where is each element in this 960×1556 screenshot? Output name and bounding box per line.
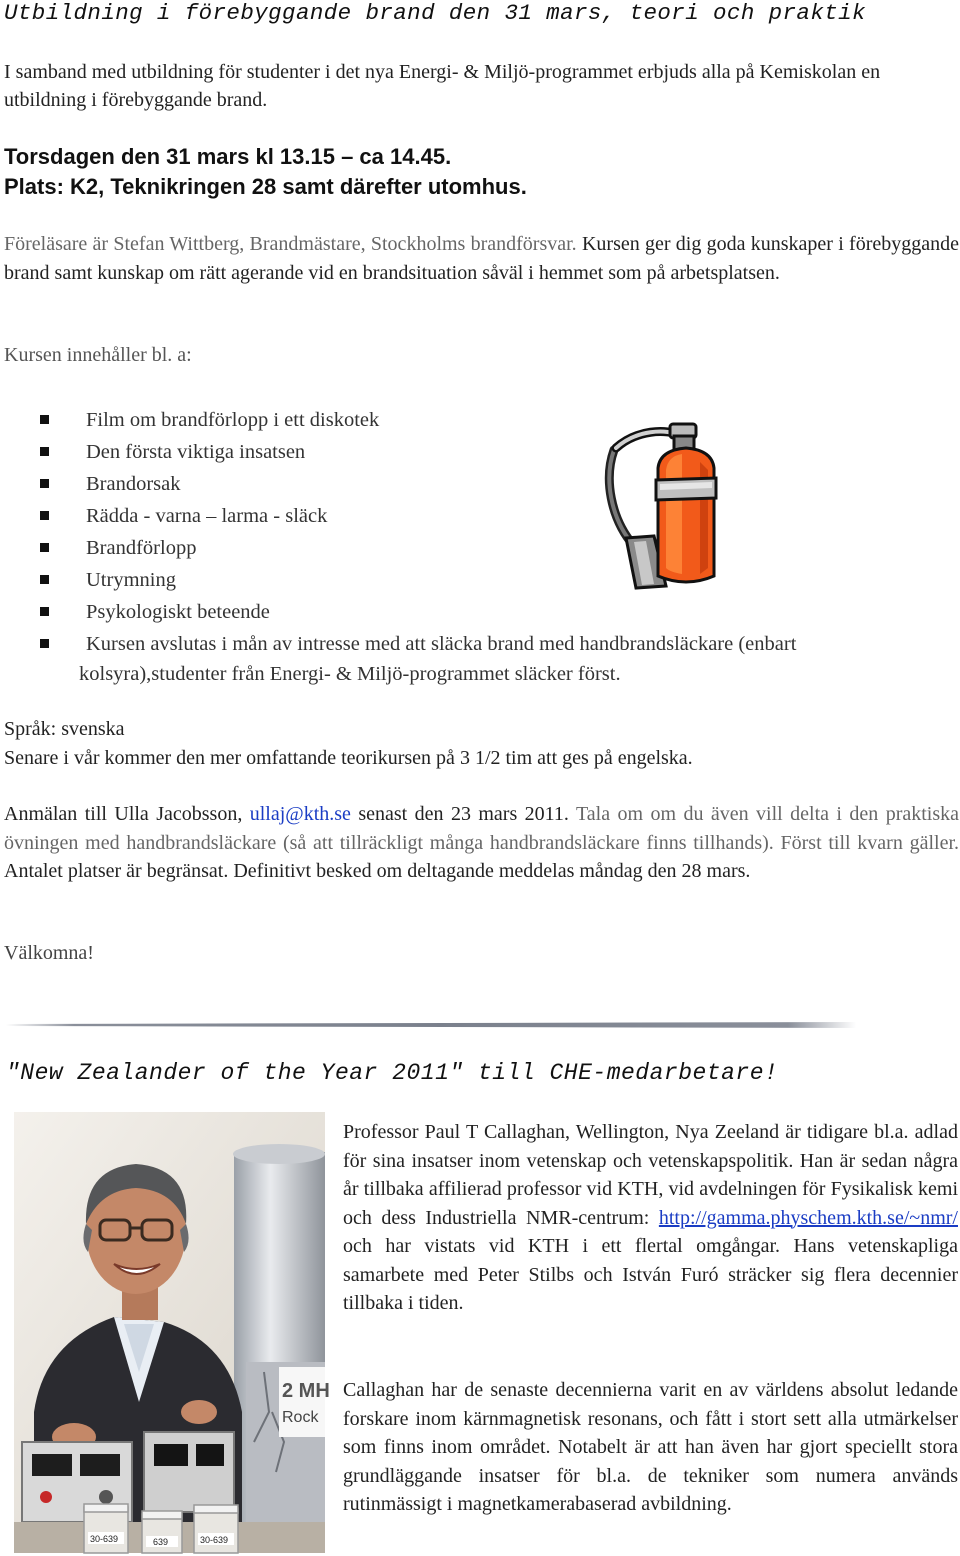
- lecturer-paragraph: [4, 230, 959, 287]
- square-bullet-icon: [40, 543, 49, 552]
- intro-paragraph: I samband med utbildning för studenter i det nya Energi- & Miljö-programmet erbjuds alla på Kemiskolan en utbildning i förebyggande brand.: [4, 61, 881, 111]
- article-title-fire-training: Utbildning i förebyggande brand den 31 mars, teori och praktik: [4, 0, 866, 26]
- signup-paragraph: Anmälan till Ulla Jacobsson, ullaj@kth.se senast den 23 mars 2011. Tala om om du även vill delta i den praktiska övningen med handbrandsläckare (så att tillräckligt många handbrandsläckare finns tillhands). Först till kvarn gäller. Antalet platser är begränsat. Definitivt besked om deltagande meddelas måndag den 28 mars.: [4, 803, 960, 882]
- section-divider: [6, 1020, 856, 1030]
- square-bullet-icon: [40, 415, 49, 424]
- signup-email-link[interactable]: ullaj@kth.se: [249, 803, 351, 825]
- article-title-new-zealander: "New Zealander of the Year 2011" till CHE-medarbetare!: [6, 1060, 779, 1086]
- callaghan-paragraph-2: Callaghan har de senaste decennierna varit en av världens absolut ledande forskare inom kärnmagnetisk resonans, och fått i stort sett alla utmärkelser som finns inom området. Notabelt är att han även har gjort speciellt stora grundläggande insatser för bl.a. de tekniker som numera används rutinmässigt i magnetkamerabaserad avbildning.: [343, 1379, 958, 1515]
- professor-photo: [14, 1112, 330, 1553]
- course-description: Kursen ger dig goda kunskaper i förebyggande brand samt kunskap om rätt agerande vid en brandsituation såväl i hemmet som på arbetsplatsen.: [4, 233, 960, 284]
- nmr-center-link[interactable]: http://gamma.physchem.kth.se/~nmr/: [658, 1206, 958, 1229]
- sign-text: Rock: [282, 1409, 319, 1426]
- square-bullet-icon: [40, 511, 49, 520]
- square-bullet-icon: [40, 575, 49, 584]
- event-time: Torsdagen den 31 mars kl 13.15 – ca 14.45.: [4, 144, 452, 169]
- jar-label: 30-639: [90, 1534, 119, 1544]
- list-item: Brandorsak: [0, 468, 950, 500]
- fire-extinguisher-icon: [596, 418, 746, 593]
- list-item: Psykologiskt beteende: [0, 596, 950, 628]
- lecturer-text: Föreläsare är Stefan Wittberg, Brandmästare, Stockholms brandförsvar.: [4, 233, 577, 255]
- square-bullet-icon: [40, 607, 49, 616]
- callaghan-paragraph-1: Professor Paul T Callaghan, Wellington, Nya Zeeland är tidigare bl.a. adlad för sina insatser inom vetenskap och vetenskapspolitik. Han är sedan några år tillbaka affilierad professor vid KTH, vid avdelningen för Fysikalisk kemi och dess Industriella NMR-centrum: http://gamma.physchem.kth.se/~nmr/ och har vistats vid KTH i ett flertal omgångar. Hans vetenskapliga samarbete med Peter Stilbs och István Furó sträcker sig flera decennier tillbaka i tiden.: [343, 1121, 958, 1314]
- contents-label: Kursen innehåller bl. a:: [4, 344, 192, 366]
- list-item: Utrymning: [0, 564, 950, 596]
- list-item: Brandförlopp: [0, 532, 950, 564]
- list-item: Film om brandförlopp i ett diskotek: [0, 404, 950, 436]
- later-course-line: Senare i vår kommer den mer omfattande teorikursen på 3 1/2 tim att ges på engelska.: [4, 747, 693, 769]
- course-contents-list: [0, 404, 950, 689]
- square-bullet-icon: [40, 479, 49, 488]
- welcome-text: Välkomna!: [4, 942, 94, 964]
- language-section: [4, 715, 954, 773]
- square-bullet-icon: [40, 639, 49, 648]
- language-line: Språk: svenska: [4, 718, 125, 740]
- square-bullet-icon: [40, 447, 49, 456]
- list-item: Rädda - varna – larma - släck: [0, 500, 950, 532]
- list-item: Den första viktiga insatsen: [0, 436, 950, 468]
- jar-label: 30-639: [200, 1535, 229, 1545]
- jar-label: 639: [153, 1537, 169, 1547]
- event-place: Plats: K2, Teknikringen 28 samt därefter utomhus.: [4, 174, 527, 199]
- list-item: Kursen avslutas i mån av intresse med att släcka brand med handbrandsläckare (enbart kolsyra),studenter från Energi- & Miljö-programmet släcker först.: [0, 628, 950, 689]
- event-time-place: [4, 142, 527, 202]
- sign-text: 2 MH: [282, 1380, 330, 1402]
